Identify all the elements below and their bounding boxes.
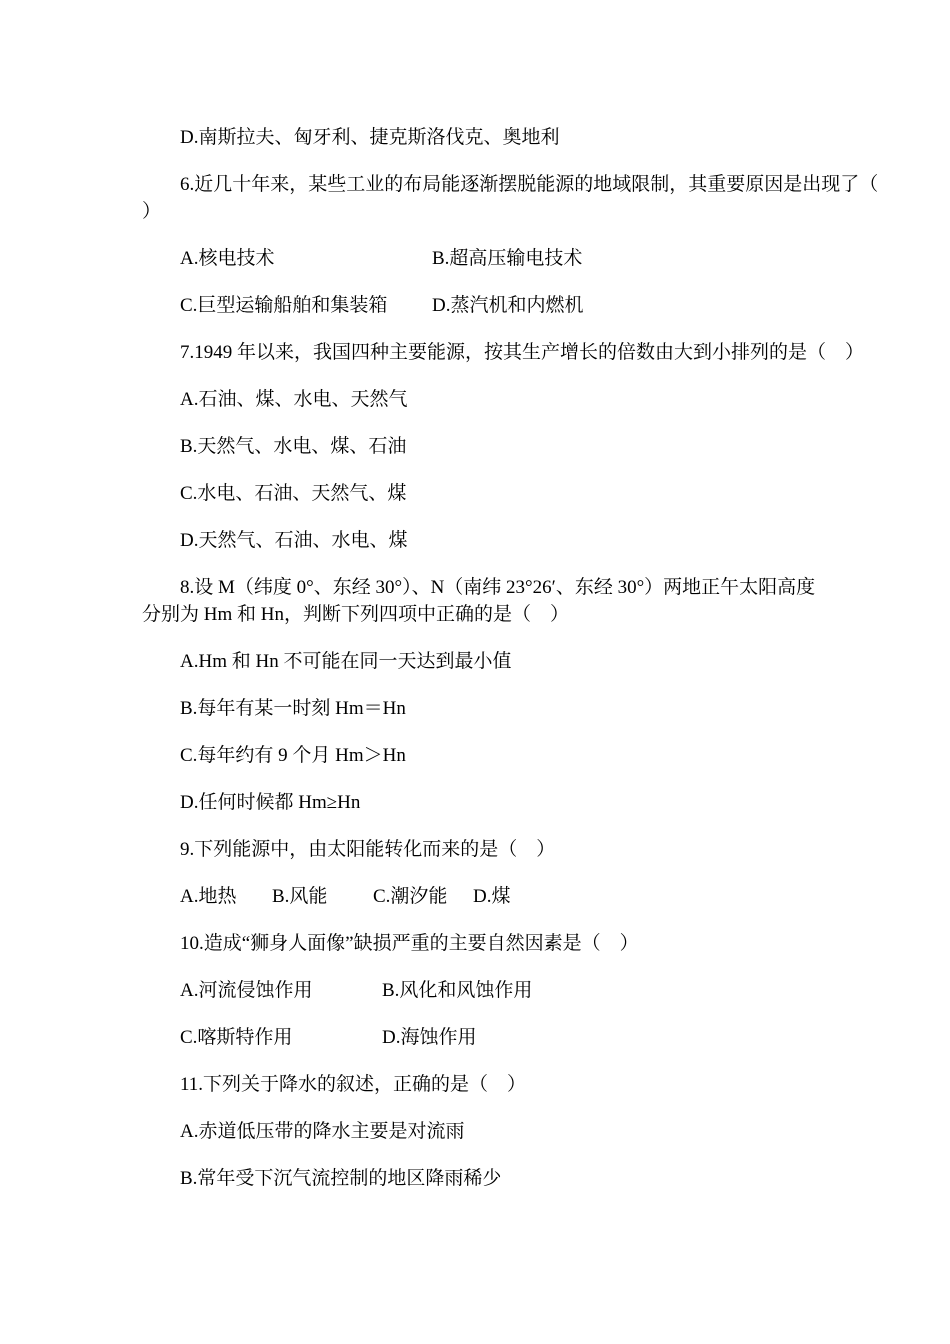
question-6-options-row-1 [142, 245, 822, 272]
question-10-options-row-2 [142, 1024, 822, 1051]
option-b: B.天然气、水电、煤、石油 [180, 436, 407, 457]
option-d: D.天然气、石油、水电、煤 [180, 530, 408, 551]
question-9-options-row [142, 883, 822, 910]
question-7-option-c [142, 480, 822, 507]
question-5-option-d [142, 124, 822, 151]
option-d: D.煤 [473, 886, 511, 907]
question-11-option-a [142, 1118, 822, 1145]
question-stem-line: 10.造成“狮身人面像”缺损严重的主要自然因素是（ ） [180, 933, 639, 954]
option-c: C.水电、石油、天然气、煤 [180, 483, 407, 504]
option-b: B.风能 [272, 886, 328, 907]
option-c: C.每年约有 9 个月 Hm＞Hn [180, 745, 406, 766]
question-8-option-a [142, 648, 822, 675]
option-c: C.喀斯特作用 [180, 1027, 293, 1048]
question-8-option-b [142, 695, 822, 722]
option-b: B.超高压输电技术 [432, 248, 583, 269]
question-11-option-b [142, 1165, 822, 1192]
question-8-option-d [142, 789, 822, 816]
question-stem-line: 7.1949 年以来，我国四种主要能源，按其生产增长的倍数由大到小排列的是（ ） [180, 342, 865, 363]
question-7-option-a [142, 386, 822, 413]
question-6-stem [142, 171, 879, 225]
option-a: A.Hm 和 Hn 不可能在同一天达到最小值 [180, 651, 512, 672]
option-d: D.蒸汽机和内燃机 [432, 295, 584, 316]
question-6-options-row-2 [142, 292, 822, 319]
question-stem-line: 8.设 M（纬度 0°、东经 30°）、N（南纬 23°26′、东经 30°）两地正午太阳高度 [180, 577, 816, 598]
question-9-stem [142, 836, 822, 863]
question-stem-line: 6.近几十年来，某些工业的布局能逐渐摆脱能源的地域限制，其重要原因是出现了（ [180, 174, 879, 195]
question-10-stem [142, 930, 822, 957]
question-10-options-row-1 [142, 977, 822, 1004]
option-a: A.核电技术 [180, 248, 275, 269]
question-8-stem [142, 574, 822, 628]
option-a: A.赤道低压带的降水主要是对流雨 [180, 1121, 465, 1142]
question-stem-line: 分别为 Hm 和 Hn，判断下列四项中正确的是（ ） [142, 604, 569, 625]
option-b: B.风化和风蚀作用 [382, 980, 533, 1001]
question-7-option-b [142, 433, 822, 460]
option-a: A.石油、煤、水电、天然气 [180, 389, 408, 410]
question-8-option-c [142, 742, 822, 769]
option-text: D.南斯拉夫、匈牙利、捷克斯洛伐克、奥地利 [180, 127, 560, 148]
question-stem-line: ） [142, 201, 162, 222]
question-stem-line: 11.下列关于降水的叙述，正确的是（ ） [180, 1074, 527, 1095]
question-7-option-d [142, 527, 822, 554]
question-11-stem [142, 1071, 822, 1098]
option-b: B.常年受下沉气流控制的地区降雨稀少 [180, 1168, 502, 1189]
option-c: C.巨型运输船舶和集装箱 [180, 295, 388, 316]
option-d: D.任何时候都 Hm≥Hn [180, 792, 361, 813]
option-a: A.河流侵蚀作用 [180, 980, 313, 1001]
option-b: B.每年有某一时刻 Hm＝Hn [180, 698, 406, 719]
option-a: A.地热 [180, 886, 237, 907]
option-d: D.海蚀作用 [382, 1027, 477, 1048]
option-c: C.潮汐能 [373, 886, 448, 907]
question-stem-line: 9.下列能源中，由太阳能转化而来的是（ ） [180, 839, 556, 860]
question-7-stem [142, 339, 865, 366]
